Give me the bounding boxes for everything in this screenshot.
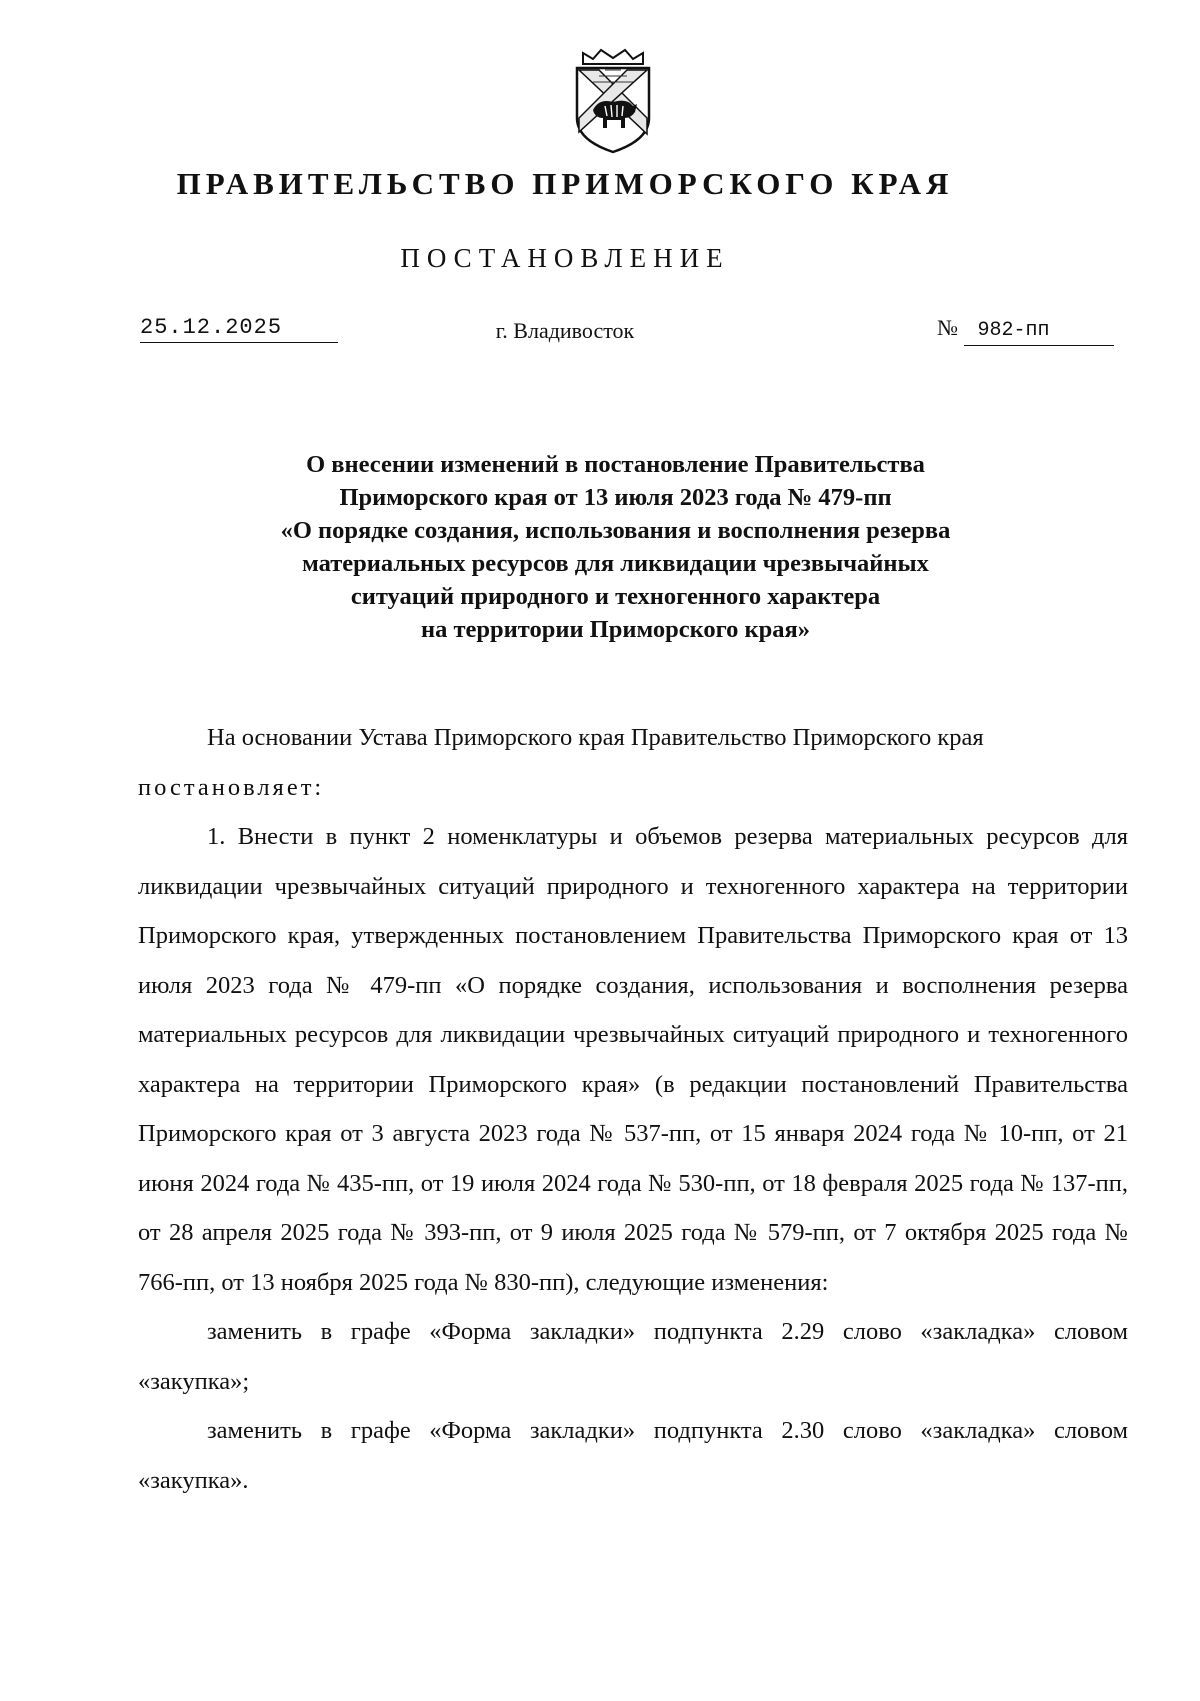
- document-kind: ПОСТАНОВЛЕНИЕ: [400, 243, 730, 273]
- document-city: г. Владивосток: [495, 318, 635, 343]
- heading-line: на территории Приморского края»: [420, 616, 811, 643]
- heading-line: материальных ресурсов для ликвидации чрезвычайных: [302, 550, 929, 577]
- heading-line: Приморского края от 13 июля 2023 года № 479-пп: [339, 484, 892, 511]
- resolves-word: постановляет:: [138, 773, 325, 801]
- document-body: [138, 713, 1128, 1505]
- resolves-paragraph: [138, 763, 1128, 813]
- heading-line: ситуаций природного и техногенного характера: [350, 583, 881, 610]
- number-value: 982-пп: [964, 318, 1114, 346]
- change-1-paragraph: заменить в графе «Форма закладки» подпункта 2.29 слово «закладка» словом «закупка»;: [138, 1318, 1128, 1395]
- preamble-paragraph: На основании Устава Приморского края Правительство Приморского края: [207, 724, 984, 751]
- document-heading: [138, 448, 1093, 646]
- number-sign: №: [937, 315, 958, 340]
- heading-line: О внесении изменений в постановление Правительства: [306, 451, 925, 478]
- heading-line: «О порядке создания, использования и восполнения резерва: [280, 517, 951, 544]
- document-date: 25.12.2025: [140, 315, 338, 343]
- item-1-paragraph: 1. Внести в пункт 2 номенклатуры и объемов резерва материальных ресурсов для ликвидации чрезвычайных ситуаций природного и техногенного характера на территории Приморского края, утвержденных постановлением Правительства Приморского края от 13 июля 2023 года № 479-пп «О порядке создания, использования и восполнения резерва материальных ресурсов для ликвидации чрезвычайных ситуаций природного и техногенного характера на территории Приморского края» (в редакции постановлений Правительства Приморского края от 3 августа 2023 года № 537-пп, от 15 января 2024 года № 10-пп, от 21 июня 2024 года № 435-пп, от 19 июля 2024 года № 530-пп, от 18 февраля 2025 года № 137-пп, от 28 апреля 2025 года № 393-пп, от 9 июля 2025 года № 579-пп, от 7 октября 2025 года № 766-пп, от 13 ноября 2025 года № 830-пп), следующие изменения:: [138, 823, 1128, 1296]
- change-2-paragraph: заменить в графе «Форма закладки» подпункта 2.30 слово «закладка» словом «закупка».: [138, 1417, 1128, 1494]
- coat-of-arms-icon: [569, 48, 657, 156]
- government-title: ПРАВИТЕЛЬСТВО ПРИМОРСКОГО КРАЯ: [176, 166, 954, 201]
- document-number: [937, 315, 1114, 346]
